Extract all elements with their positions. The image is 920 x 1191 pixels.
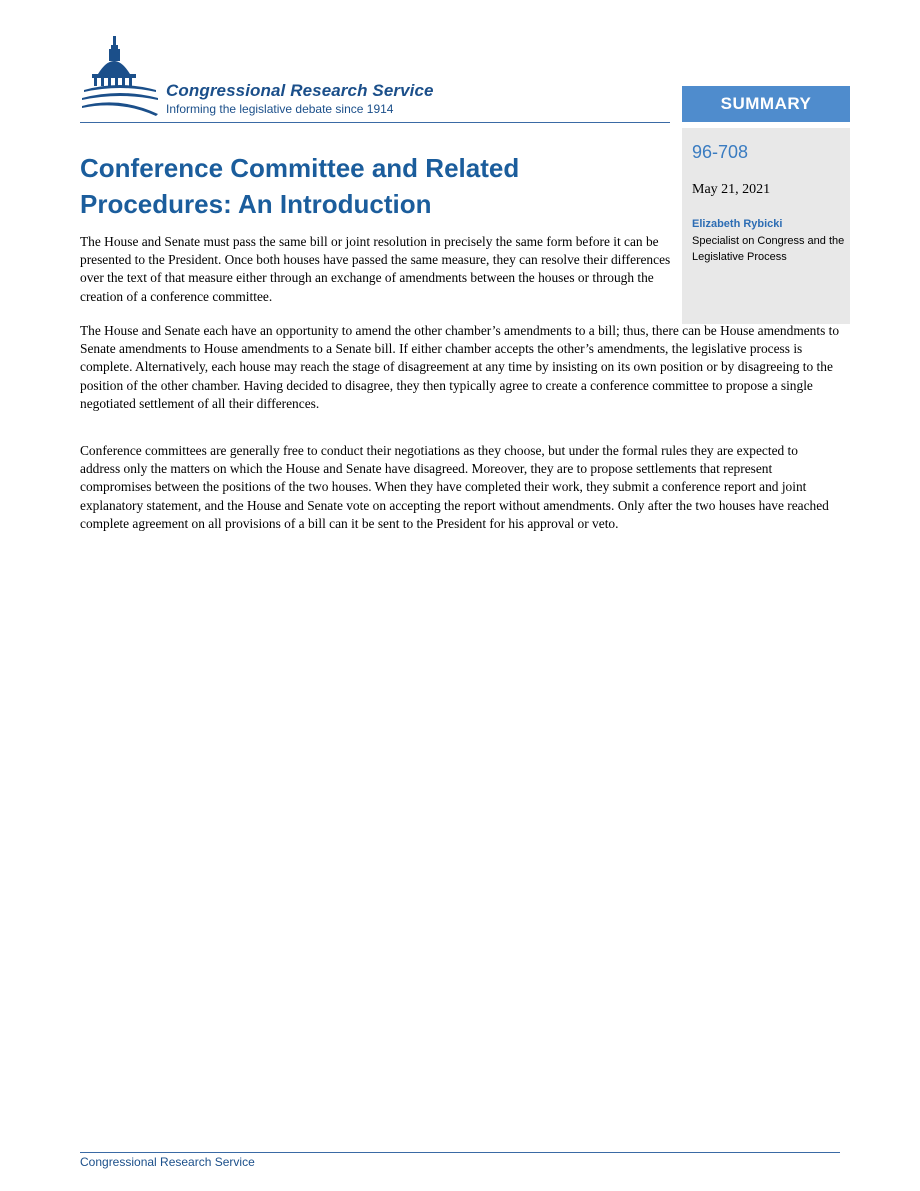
report-date: May 21, 2021 <box>692 182 771 197</box>
document-title: Conference Committee and Related Procedures: An Introduction <box>80 153 520 219</box>
capitol-dome-icon <box>80 34 164 120</box>
author-title: Specialist on Congress and the Legislative Process <box>692 235 845 263</box>
summary-gap <box>682 122 850 128</box>
summary-paragraph: The House and Senate must pass the same bill or joint resolution in precisely the same form before it can be presented to the President. Once both houses have passed the same measure, they can resolve their differences over the text of that measure either through an exchange of amendments between the houses or through the creation of a conference committee. <box>80 234 671 304</box>
report-number: 96-708 <box>692 142 749 162</box>
org-tagline: Informing the legislative debate since 1914 <box>166 102 394 116</box>
summary-paragraph: Conference committees are generally free to conduct their negotiations as they choose, but under the formal rules they are expected to address only the matters on which the House and Senate have disagreed. Moreover, they are to propose settlements that represent compromises between the positions of the two houses. When they have completed their work, they submit a conference report and joint explanatory statement, and the House and Senate vote on accepting the report without amendments. Only after the two houses have reached complete agreement on all provisions of a bill can it be sent to the President for his approval or veto. <box>80 443 829 531</box>
summary-paragraph: The House and Senate each have an opportunity to amend the other chamber’s amendments to a bill; thus, there can be House amendments to Senate amendments to House amendments to a Senate bill. If either chamber accepts the other’s amendments, the legislative process is complete. Alternatively, each house may reach the stage of disagreement at any time by insisting on its own position or by disagreeing to the position of the other chamber. Having decided to disagree, they then typically agree to create a conference committee to propose a single negotiated settlement of all their differences. <box>80 323 840 411</box>
header-divider <box>80 122 670 123</box>
crs-logo <box>80 34 480 120</box>
org-name: Congressional Research Service <box>166 81 434 100</box>
summary-sidebar <box>682 86 850 324</box>
author-name: Elizabeth Rybicki <box>692 218 783 230</box>
footer-divider <box>80 1152 840 1153</box>
summary-heading: SUMMARY <box>682 86 850 122</box>
footer-org-name: Congressional Research Service <box>80 1155 255 1169</box>
